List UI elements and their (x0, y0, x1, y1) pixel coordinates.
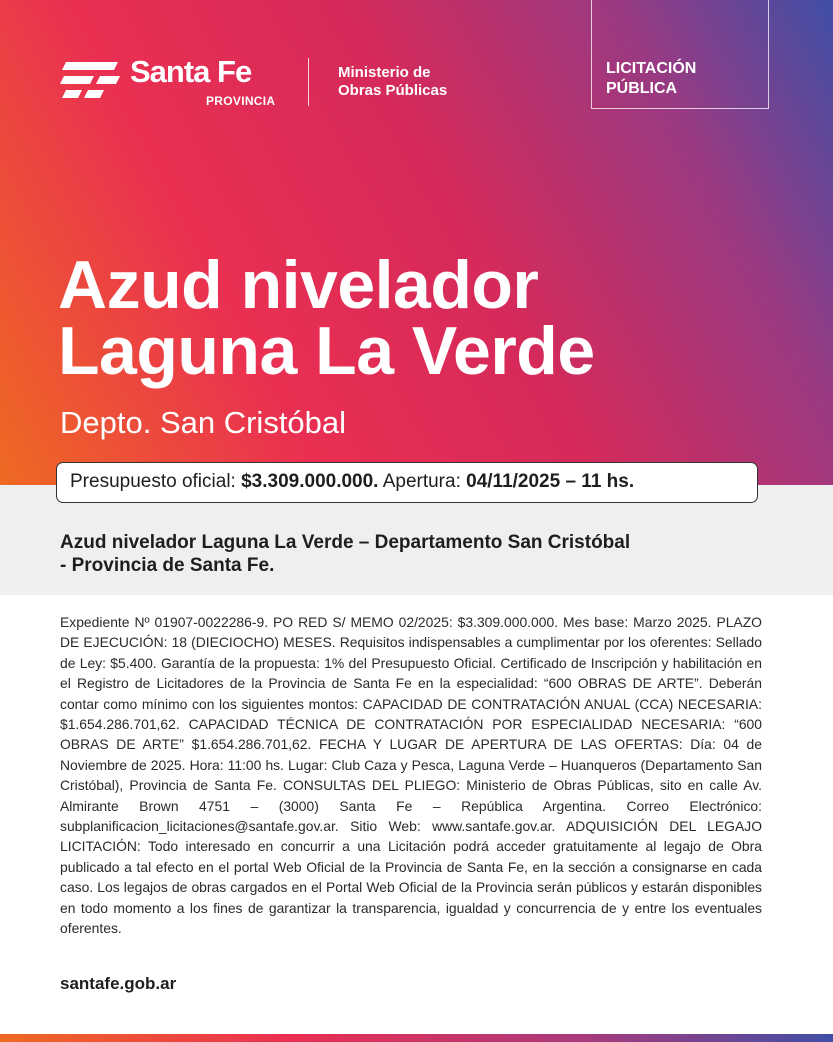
budget-amount: $3.309.000.000. (241, 471, 379, 492)
tender-details: Expediente Nº 01907-0022286-9. PO RED S/ MEMO 02/2025: $3.309.000.000. Mes base: Marzo 2025. PLAZO DE EJECUCIÓN: 18 (DIECIOCHO) MESES. Requisitos indispensables a cumplimentar por los oferentes: Sellado de Ley: $5.400. Garantía de la propuesta: 1% del Presupuesto Oficial. Certificado de Inscripción y habilitación en el Registro de Licitadores de la Provincia de Santa Fe en la especialidad: “600 OBRAS DE ARTE”. Deberán contar como mínimo con los siguientes montos: CAPACIDAD DE CONTRATACIÓN ANUAL (CCA) NECESARIA: $1.654.286.701,62. CAPACIDAD TÉCNICA DE CONTRATACIÓN POR ESPECIALIDAD NECESARIA: “600 OBRAS DE ARTE” $1.654.286.701,62. FECHA Y LUGAR DE APERTURA DE LAS OFERTAS: Día: 04 de Noviembre de 2025. Hora: 11:00 hs. Lugar: Club Caza y Pesca, Laguna Verde – Huanqueros (Departamento San Cristóbal), Provincia de Santa Fe. CONSULTAS DEL PLIEGO: Ministerio de Obras Públicas, sito en calle Av. Almirante Brown 4751 – (3000) Santa Fe – República Argentina. Correo Electrónico: subplanificacion_licitaciones@santafe.gov.ar. Sitio Web: www.santafe.gov.ar. ADQUISICIÓN DEL LEGAJO LICITACIÓN: Todo interesado en concurrir a una Licitación podrá acceder gratuitamente al legajo de Obra publicado a tal efecto en el portal Web Oficial de la Provincia de Santa Fe, en la sección a consignarse en cada caso. Los legajos de obras cargados en el Portal Web Oficial de la Provincia serán públicos y estarán disponibles en todo momento a los fines de garantizar la transparencia, igualdad y concurrencia de y entre los eventuales oferentes. (60, 614, 762, 937)
budget-summary (56, 462, 758, 503)
logo-province-label: PROVINCIA (206, 94, 276, 108)
notice-type-label (606, 59, 696, 99)
title-line-1: Azud nivelador (58, 247, 539, 323)
ministry-line-2: Obras Públicas (338, 82, 448, 99)
logo-wordmark: Santa Fe (130, 54, 252, 89)
title-line-2: Laguna La Verde (58, 313, 595, 389)
budget-label: Presupuesto oficial: (70, 471, 236, 492)
header-divider (308, 58, 309, 106)
notice-type-line-2: PÚBLICA (606, 80, 678, 97)
section-heading-line-2: - Provincia de Santa Fe. (60, 555, 275, 576)
hero-banner (0, 0, 833, 485)
notice-type-line-1: LICITACIÓN (606, 60, 697, 77)
opening-label: Apertura: (382, 471, 461, 492)
santa-fe-flag-icon (60, 58, 122, 106)
ministry-line-1: Ministerio de (338, 64, 431, 81)
section-heading (60, 531, 760, 577)
notice-type-badge (591, 0, 769, 109)
section-heading-line-1: Azud nivelador Laguna La Verde – Departamento San Cristóbal (60, 532, 631, 553)
ministry-name (338, 64, 447, 100)
page-subtitle: Depto. San Cristóbal (60, 405, 347, 440)
footer-website-link[interactable]: santafe.gob.ar (60, 974, 177, 993)
page-title (58, 247, 595, 389)
bottom-gradient-bar (0, 1034, 833, 1042)
opening-date: 04/11/2025 – 11 hs. (466, 471, 635, 492)
